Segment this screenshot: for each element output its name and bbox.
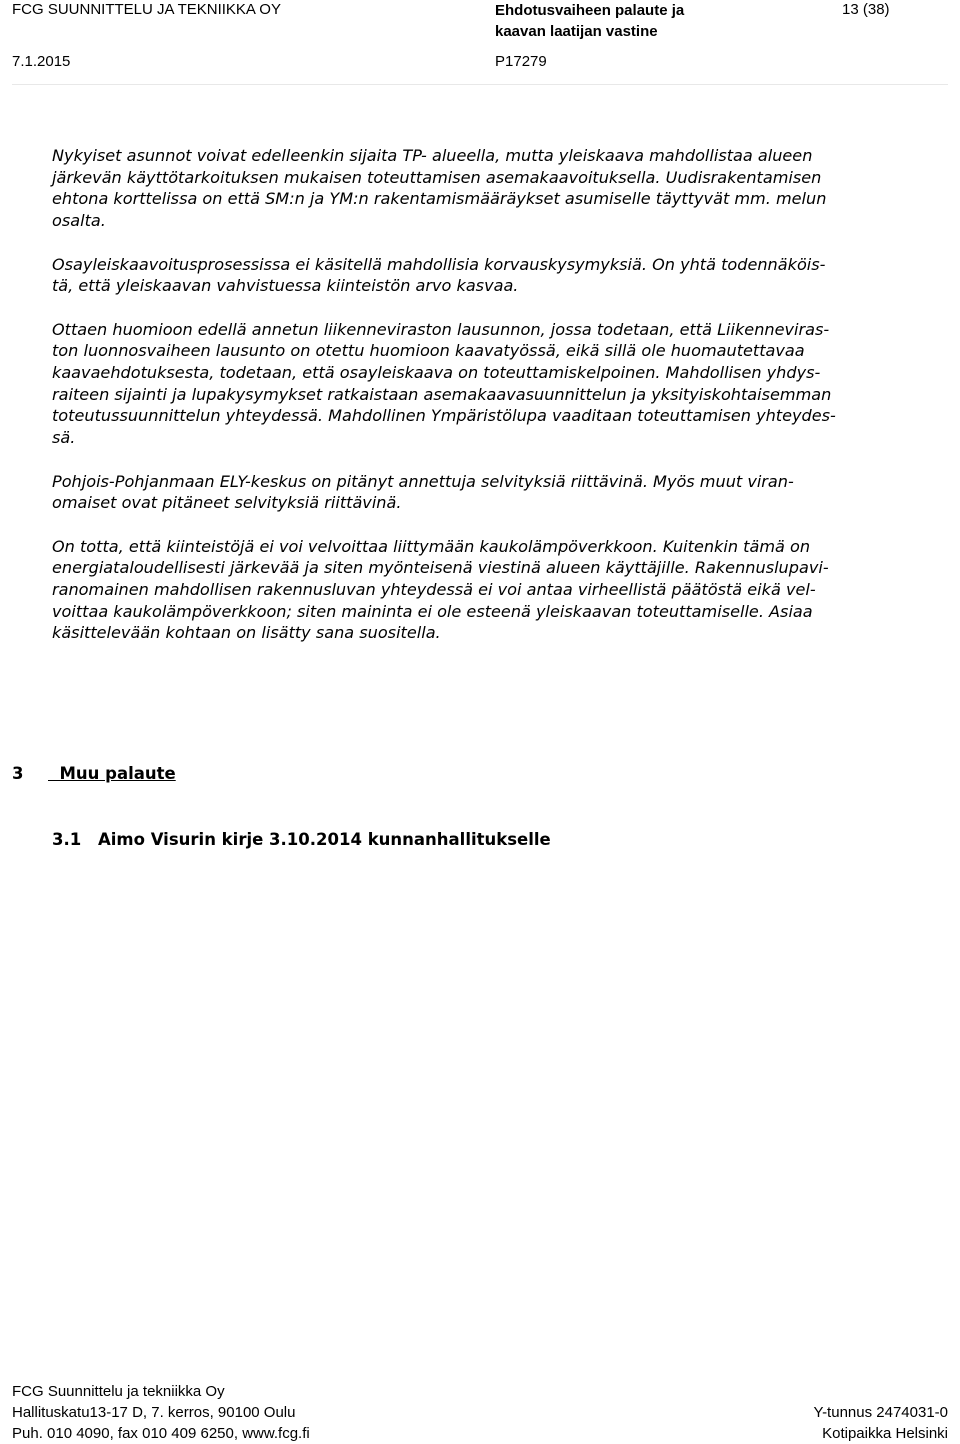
subsection-heading (52, 830, 551, 849)
header-document-title (495, 0, 684, 42)
header-project-number: P17279 (495, 53, 547, 70)
text-line: ehtona korttelissa on että SM:n ja YM:n rakentamismääräykset asumiselle täyttyvät mm. melun (52, 189, 827, 209)
subsection-title: Aimo Visurin kirje 3.10.2014 kunnanhallitukselle (98, 830, 551, 849)
paragraph-ely-centre (52, 471, 957, 514)
text-line: energiataloudellisesti järkevää ja siten myönteisenä viestinä alueen käyttäjille. Rakennuslupavi- (52, 558, 829, 578)
document-body (52, 145, 957, 644)
subsection-number: 3.1 (52, 830, 82, 849)
text-line: osalta. (52, 211, 106, 231)
text-line: omaiset ovat pitäneet selvityksiä riittävinä. (52, 493, 402, 513)
text-line: voittaa kaukolämpöverkkoon; siten maininta ei ole esteenä yleiskaavan toteuttamiselle. Asiaa (52, 601, 813, 621)
section-title-text: Muu palaute (59, 764, 176, 783)
footer-company-name: FCG Suunnittelu ja tekniikka Oy (12, 1383, 225, 1400)
text-line: ranomainen mahdollisen rakennusluvan yhteydessä ei voi antaa virheellistä päätöstä eikä vel- (52, 580, 816, 599)
text-line: Ottaen huomioon edellä annetun liikenneviraston lausunnon, jossa todetaan, että Liikenneviras- (52, 319, 830, 339)
text-line: järkevän käyttötarkoituksen mukaisen toteuttamisen asemakaavoituksella. Uudisrakentamisen (52, 167, 822, 187)
section-title (48, 764, 176, 783)
text-line: ton luonnosvaiheen lausunto on otettu huomioon kaavatyössä, eikä sillä ole huomautettavaa (52, 341, 805, 361)
text-line: tä, että yleiskaavan vahvistuessa kiinteistön arvo kasvaa. (52, 276, 519, 296)
header-date: 7.1.2015 (12, 53, 71, 70)
header-title-line-1: Ehdotusvaiheen palaute ja (495, 2, 685, 19)
text-line: On totta, että kiinteistöjä ei voi velvoittaa liittymään kaukolämpöverkkoon. Kuitenkin tämä on (52, 536, 811, 556)
section-heading (12, 764, 176, 783)
header-company: FCG SUUNNITTELU JA TEKNIIKKA OY (12, 1, 281, 18)
footer-domicile: Kotipaikka Helsinki (822, 1425, 948, 1442)
text-line: Nykyiset asunnot voivat edelleenkin sijaita TP- alueella, mutta yleiskaava mahdollistaa alueen (52, 146, 813, 165)
footer-address: Hallituskatu13-17 D, 7. kerros, 90100 Oulu (12, 1404, 296, 1421)
paragraph-transport-agency (52, 319, 957, 449)
paragraph-compensation (52, 254, 957, 297)
text-line: raiteen sijainti ja lupakysymykset ratkaistaan asemakaavasuunnittelun ja yksityiskohtaisemman (52, 384, 832, 404)
text-line: Pohjois-Pohjanmaan ELY-keskus on pitänyt annettuja selvityksiä riittävinä. Myös muut viran- (52, 471, 794, 491)
text-line: toteutussuunnittelun yhteydessä. Mahdollinen Ympäristölupa vaaditaan toteuttamisen yhteydes- (52, 406, 836, 426)
paragraph-district-heating (52, 536, 957, 645)
text-line: kaavaehdotuksesta, todetaan, että osayleiskaava on toteuttamiskelpoinen. Mahdollisen yhdys- (52, 363, 821, 382)
footer-company-block (12, 1381, 310, 1444)
header-divider (12, 84, 948, 85)
section-number: 3 (12, 764, 24, 783)
header-title-line-2: kaavan laatijan vastine (495, 23, 658, 40)
footer-contact: Puh. 010 4090, fax 010 409 6250, www.fcg.fi (12, 1425, 310, 1442)
text-line: käsittelevään kohtaan on lisätty sana suositella. (52, 623, 441, 643)
footer-business-id: Y-tunnus 2474031-0 (813, 1404, 948, 1421)
header-page-number: 13 (38) (842, 1, 890, 18)
text-line: Osayleiskaavoitusprosessissa ei käsitellä mahdollisia korvauskysymyksiä. On yhtä todennäköis- (52, 254, 826, 274)
paragraph-current-residences (52, 145, 957, 232)
text-line: sä. (52, 428, 76, 448)
